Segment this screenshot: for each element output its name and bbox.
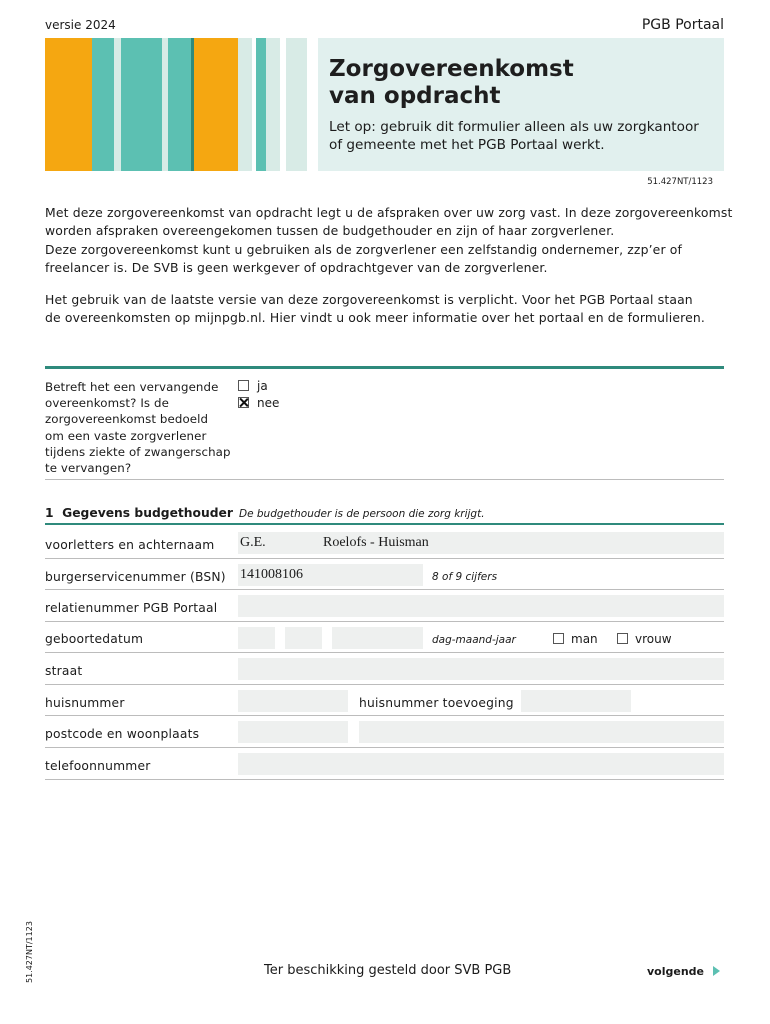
house-number-addition-label: huisnummer toevoeging [359,696,514,710]
row-divider [45,558,724,559]
postcode-city-label: postcode en woonplaats [45,727,200,741]
next-link[interactable]: volgende [647,965,704,978]
surname-value: Roelofs - Huisman [323,535,429,550]
intro-paragraph-2: Het gebruik van de laatste versie van deze zorgovereenkomst is verplicht. Voor het PGB Portaal staan de overeenkomsten op mijnpgb.nl. Hier vindt u ook meer informatie over het portaal en de formulieren. [45,292,705,326]
row-divider [45,652,724,653]
birthdate-day-field[interactable] [238,627,275,649]
row-divider [45,779,724,780]
gender-vrouw-label: vrouw [635,632,672,646]
option-nee-label: nee [257,396,280,410]
portal-label: PGB Portaal [641,17,724,33]
street-label: straat [45,664,83,678]
birthdate-year-field[interactable] [332,627,423,649]
checkbox-nee[interactable] [238,397,249,408]
version-label: versie 2024 [45,18,116,32]
form-title: Zorgovereenkomst van opdracht [329,56,574,109]
section-1-heading: 1 Gegevens budgethouder [45,506,233,520]
postcode-field[interactable] [238,721,348,743]
relation-number-label: relatienummer PGB Portaal [45,601,218,615]
divider [45,479,724,480]
name-label: voorletters en achternaam [45,538,215,552]
name-field[interactable] [238,532,724,554]
side-form-code: 51.427NT/1123 [25,921,34,983]
row-divider [45,621,724,622]
section-1-note: De budgethouder is de persoon die zorg krijgt. [239,508,485,520]
initials-value: G.E. [240,535,266,550]
next-arrow-icon[interactable] [713,966,720,976]
form-subtitle: Let op: gebruik dit formulier alleen als uw zorgkantoor of gemeente met het PGB Portaal werkt. [329,119,699,153]
bsn-field[interactable] [238,564,423,586]
option-ja-label: ja [257,379,268,393]
row-divider [45,589,724,590]
title-block [318,38,724,171]
birthdate-month-field[interactable] [285,627,322,649]
row-divider [45,747,724,748]
intro-paragraph-1: Met deze zorgovereenkomst van opdracht legt u de afspraken over uw zorg vast. In deze zorgovereenkomst worden afspraken overeengekomen tussen de budgethouder en zijn of haar zorgverlener. Deze zorgovereenkomst kunt u gebruiken als de zorgverlener een zelfstandig ondernemer, zzp’er of freelancer is. De SVB is geen werkgever of opdrachtgever van de zorgverlener. [45,205,733,275]
street-field[interactable] [238,658,724,680]
row-divider [45,715,724,716]
phone-field[interactable] [238,753,724,775]
bsn-value: 141008106 [240,567,303,582]
house-number-addition-field[interactable] [521,690,631,712]
replacement-question: Betreft het een vervangende overeenkomst? Is de zorgovereenkomst bedoeld om een vaste zorgverlener tijdens ziekte of zwangerschap te vervangen? [45,380,231,476]
phone-label: telefoonnummer [45,759,151,773]
checkbox-man[interactable] [553,633,564,644]
house-number-field[interactable] [238,690,348,712]
gender-man-label: man [571,632,598,646]
checkbox-ja[interactable] [238,380,249,391]
birthdate-hint: dag-maand-jaar [432,634,516,646]
bsn-label: burgerservicenummer (BSN) [45,570,226,584]
relation-number-field[interactable] [238,595,724,617]
form-code: 51.427NT/1123 [647,177,713,187]
bsn-hint: 8 of 9 cijfers [432,571,498,583]
birthdate-label: geboortedatum [45,632,144,646]
section-divider [45,366,724,369]
checkbox-vrouw[interactable] [617,633,628,644]
row-divider [45,684,724,685]
house-number-label: huisnummer [45,696,125,710]
section-1-rule [45,523,724,525]
provided-by-text: Ter beschikking gesteld door SVB PGB [264,963,512,978]
city-field[interactable] [359,721,724,743]
